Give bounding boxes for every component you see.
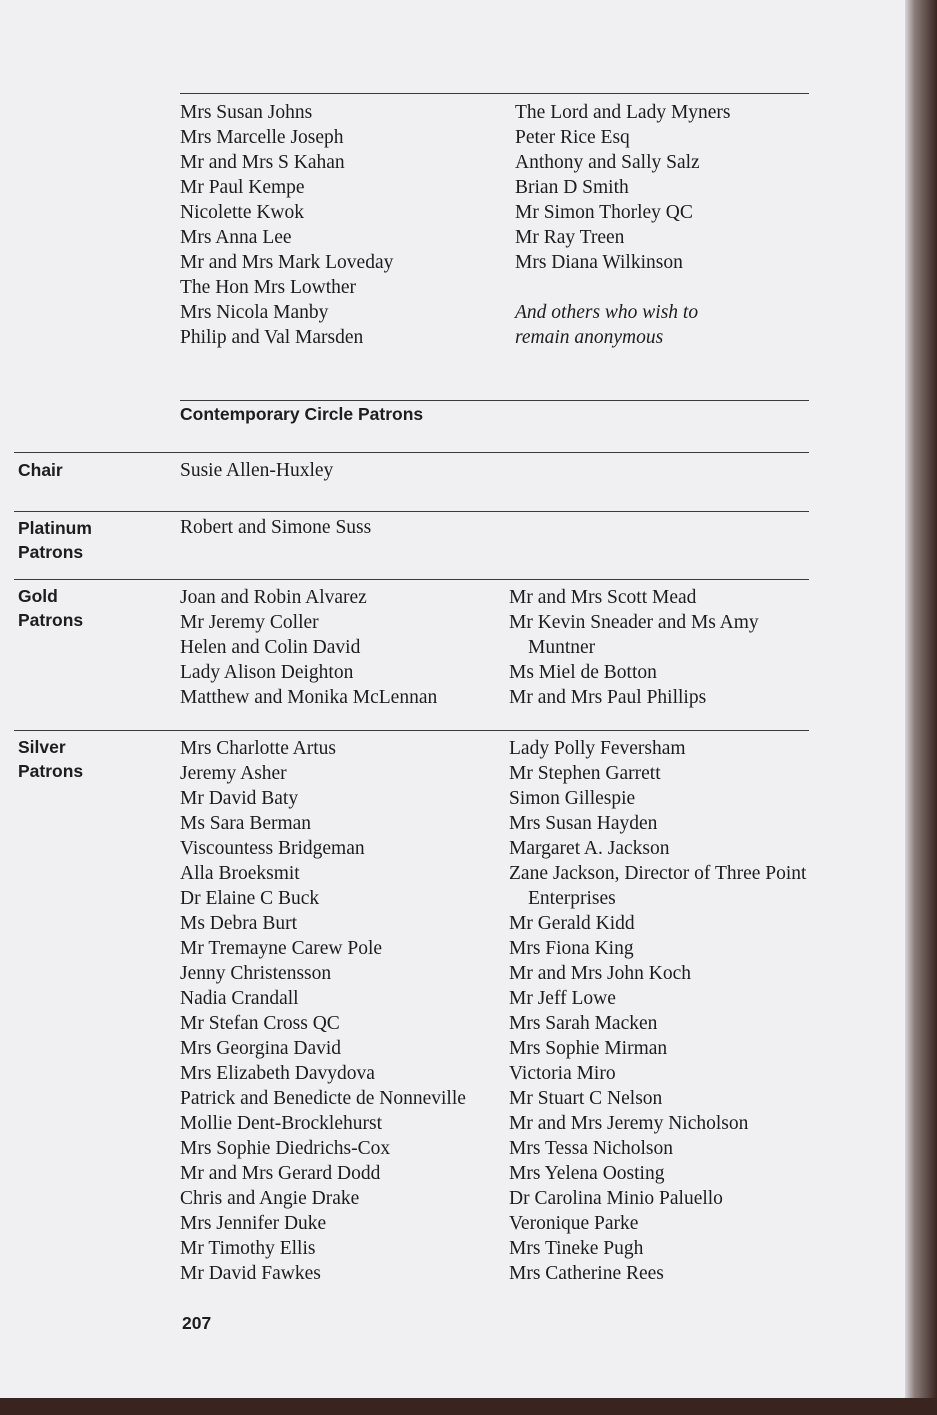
list-item: Mrs Sarah Macken <box>509 1013 658 1034</box>
anonymous-note-line1: And others who wish to <box>515 302 699 323</box>
platinum-list <box>180 515 371 540</box>
list-item: Mrs Yelena Oosting <box>509 1163 665 1184</box>
list-item: Mr David Baty <box>180 788 299 809</box>
divider-top <box>180 93 809 94</box>
list-item: Victoria Miro <box>509 1063 616 1084</box>
list-item: Mr and Mrs Mark Loveday <box>180 252 394 273</box>
list-item: Brian D Smith <box>515 177 629 198</box>
list-item: Mrs Sophie Diedrichs-Cox <box>180 1138 391 1159</box>
list-item: Susie Allen-Huxley <box>180 460 334 481</box>
list-item: Mr Kevin Sneader and Ms Amy <box>509 612 759 633</box>
silver-list-left <box>180 736 466 1286</box>
chair-label: Chair <box>18 460 63 480</box>
list-item: Mrs Nicola Manby <box>180 302 329 323</box>
list-item: Mrs Charlotte Artus <box>180 738 336 759</box>
list-item: Mr Timothy Ellis <box>180 1238 316 1259</box>
list-item: Mrs Fiona King <box>509 938 634 959</box>
label-line: Gold <box>18 586 58 606</box>
list-item: Mrs Susan Hayden <box>509 813 658 834</box>
list-item: Helen and Colin David <box>180 637 361 658</box>
list-item: Mrs Elizabeth Davydova <box>180 1063 375 1084</box>
list-item: Mrs Diana Wilkinson <box>515 252 683 273</box>
platinum-label <box>18 516 92 564</box>
divider-silver <box>14 730 809 731</box>
anonymous-note-line2: remain anonymous <box>515 327 664 348</box>
list-item: The Lord and Lady Myners <box>515 102 731 123</box>
list-item: Margaret A. Jackson <box>509 838 670 859</box>
list-item: Mrs Tineke Pugh <box>509 1238 644 1259</box>
list-item: Lady Polly Feversham <box>509 738 686 759</box>
gold-list-left <box>180 585 437 710</box>
list-item: Mr Paul Kempe <box>180 177 305 198</box>
label-line: Patrons <box>18 610 84 630</box>
list-item-continuation: Muntner <box>528 637 596 658</box>
list-item: Mollie Dent-Brocklehurst <box>180 1113 382 1134</box>
list-item: Mr Stefan Cross QC <box>180 1013 340 1034</box>
list-item: Mr Stephen Garrett <box>509 763 661 784</box>
list-item: Simon Gillespie <box>509 788 636 809</box>
list-item: Ms Miel de Botton <box>509 662 657 683</box>
list-item: Mr Jeff Lowe <box>509 988 616 1009</box>
gold-list-right <box>509 585 759 710</box>
page-number: 207 <box>182 1313 212 1333</box>
page-edge-shadow <box>905 0 937 1415</box>
list-item: Philip and Val Marsden <box>180 327 364 348</box>
list-item: Mrs Jennifer Duke <box>180 1213 327 1234</box>
list-item: Mr and Mrs John Koch <box>509 963 691 984</box>
list-item: Mr Gerald Kidd <box>509 913 635 934</box>
list-item-continuation: Enterprises <box>528 888 616 909</box>
list-item: Anthony and Sally Salz <box>515 152 700 173</box>
list-item: Mr and Mrs S Kahan <box>180 152 345 173</box>
list-item: Robert and Simone Suss <box>180 517 372 538</box>
list-item: Jeremy Asher <box>180 763 287 784</box>
list-item: Chris and Angie Drake <box>180 1188 360 1209</box>
list-item: Nicolette Kwok <box>180 202 305 223</box>
page-bottom-shadow <box>0 1398 937 1415</box>
list-item: Mrs Tessa Nicholson <box>509 1138 674 1159</box>
list-item: Mr Ray Treen <box>515 227 625 248</box>
list-item: Mr Stuart C Nelson <box>509 1088 663 1109</box>
list-item: Patrick and Benedicte de Nonneville <box>180 1088 466 1109</box>
list-item: Mr and Mrs Scott Mead <box>509 587 697 608</box>
list-item: Mr and Mrs Paul Phillips <box>509 687 707 708</box>
list-item: Mrs Georgina David <box>180 1038 342 1059</box>
list-item: Mr Tremayne Carew Pole <box>180 938 383 959</box>
list-item: Veronique Parke <box>509 1213 639 1234</box>
chair-list <box>180 458 333 483</box>
label-line: Silver <box>18 737 66 757</box>
list-item: Zane Jackson, Director of Three Point <box>509 863 807 884</box>
list-item: Mrs Catherine Rees <box>509 1263 664 1284</box>
list-item: Mr Jeremy Coller <box>180 612 319 633</box>
list-item: Viscountess Bridgeman <box>180 838 365 859</box>
list-item: Ms Debra Burt <box>180 913 297 934</box>
list-item: Matthew and Monika McLennan <box>180 687 438 708</box>
list-item: Peter Rice Esq <box>515 127 630 148</box>
list-item: Dr Elaine C Buck <box>180 888 320 909</box>
list-item: Ms Sara Berman <box>180 813 312 834</box>
list-item: Alla Broeksmit <box>180 863 300 884</box>
label-line: Patrons <box>18 761 84 781</box>
list-item: Mr David Fawkes <box>180 1263 321 1284</box>
list-item: Nadia Crandall <box>180 988 299 1009</box>
list-item: Mrs Susan Johns <box>180 102 313 123</box>
label-line: Patrons <box>18 542 84 562</box>
list-item: Jenny Christensson <box>180 963 332 984</box>
divider-gold <box>14 579 809 580</box>
list-item: Joan and Robin Alvarez <box>180 587 367 608</box>
top-list-right <box>515 100 731 350</box>
list-item: The Hon Mrs Lowther <box>180 277 357 298</box>
list-item: Mrs Anna Lee <box>180 227 292 248</box>
list-item: Dr Carolina Minio Paluello <box>509 1188 723 1209</box>
silver-list-right <box>509 736 806 1286</box>
list-item: Mrs Marcelle Joseph <box>180 127 344 148</box>
label-line: Platinum <box>18 518 92 538</box>
silver-label <box>18 735 83 783</box>
list-item: Lady Alison Deighton <box>180 662 354 683</box>
list-item: Mr and Mrs Jeremy Nicholson <box>509 1113 749 1134</box>
divider-platinum <box>14 511 809 512</box>
top-list-left <box>180 100 393 350</box>
divider-heading <box>180 400 809 401</box>
spacer <box>515 275 731 300</box>
list-item: Mrs Sophie Mirman <box>509 1038 668 1059</box>
list-item: Mr Simon Thorley QC <box>515 202 693 223</box>
divider-chair <box>14 452 809 453</box>
section-heading: Contemporary Circle Patrons <box>180 404 424 424</box>
list-item: Mr and Mrs Gerard Dodd <box>180 1163 381 1184</box>
gold-label <box>18 584 83 632</box>
